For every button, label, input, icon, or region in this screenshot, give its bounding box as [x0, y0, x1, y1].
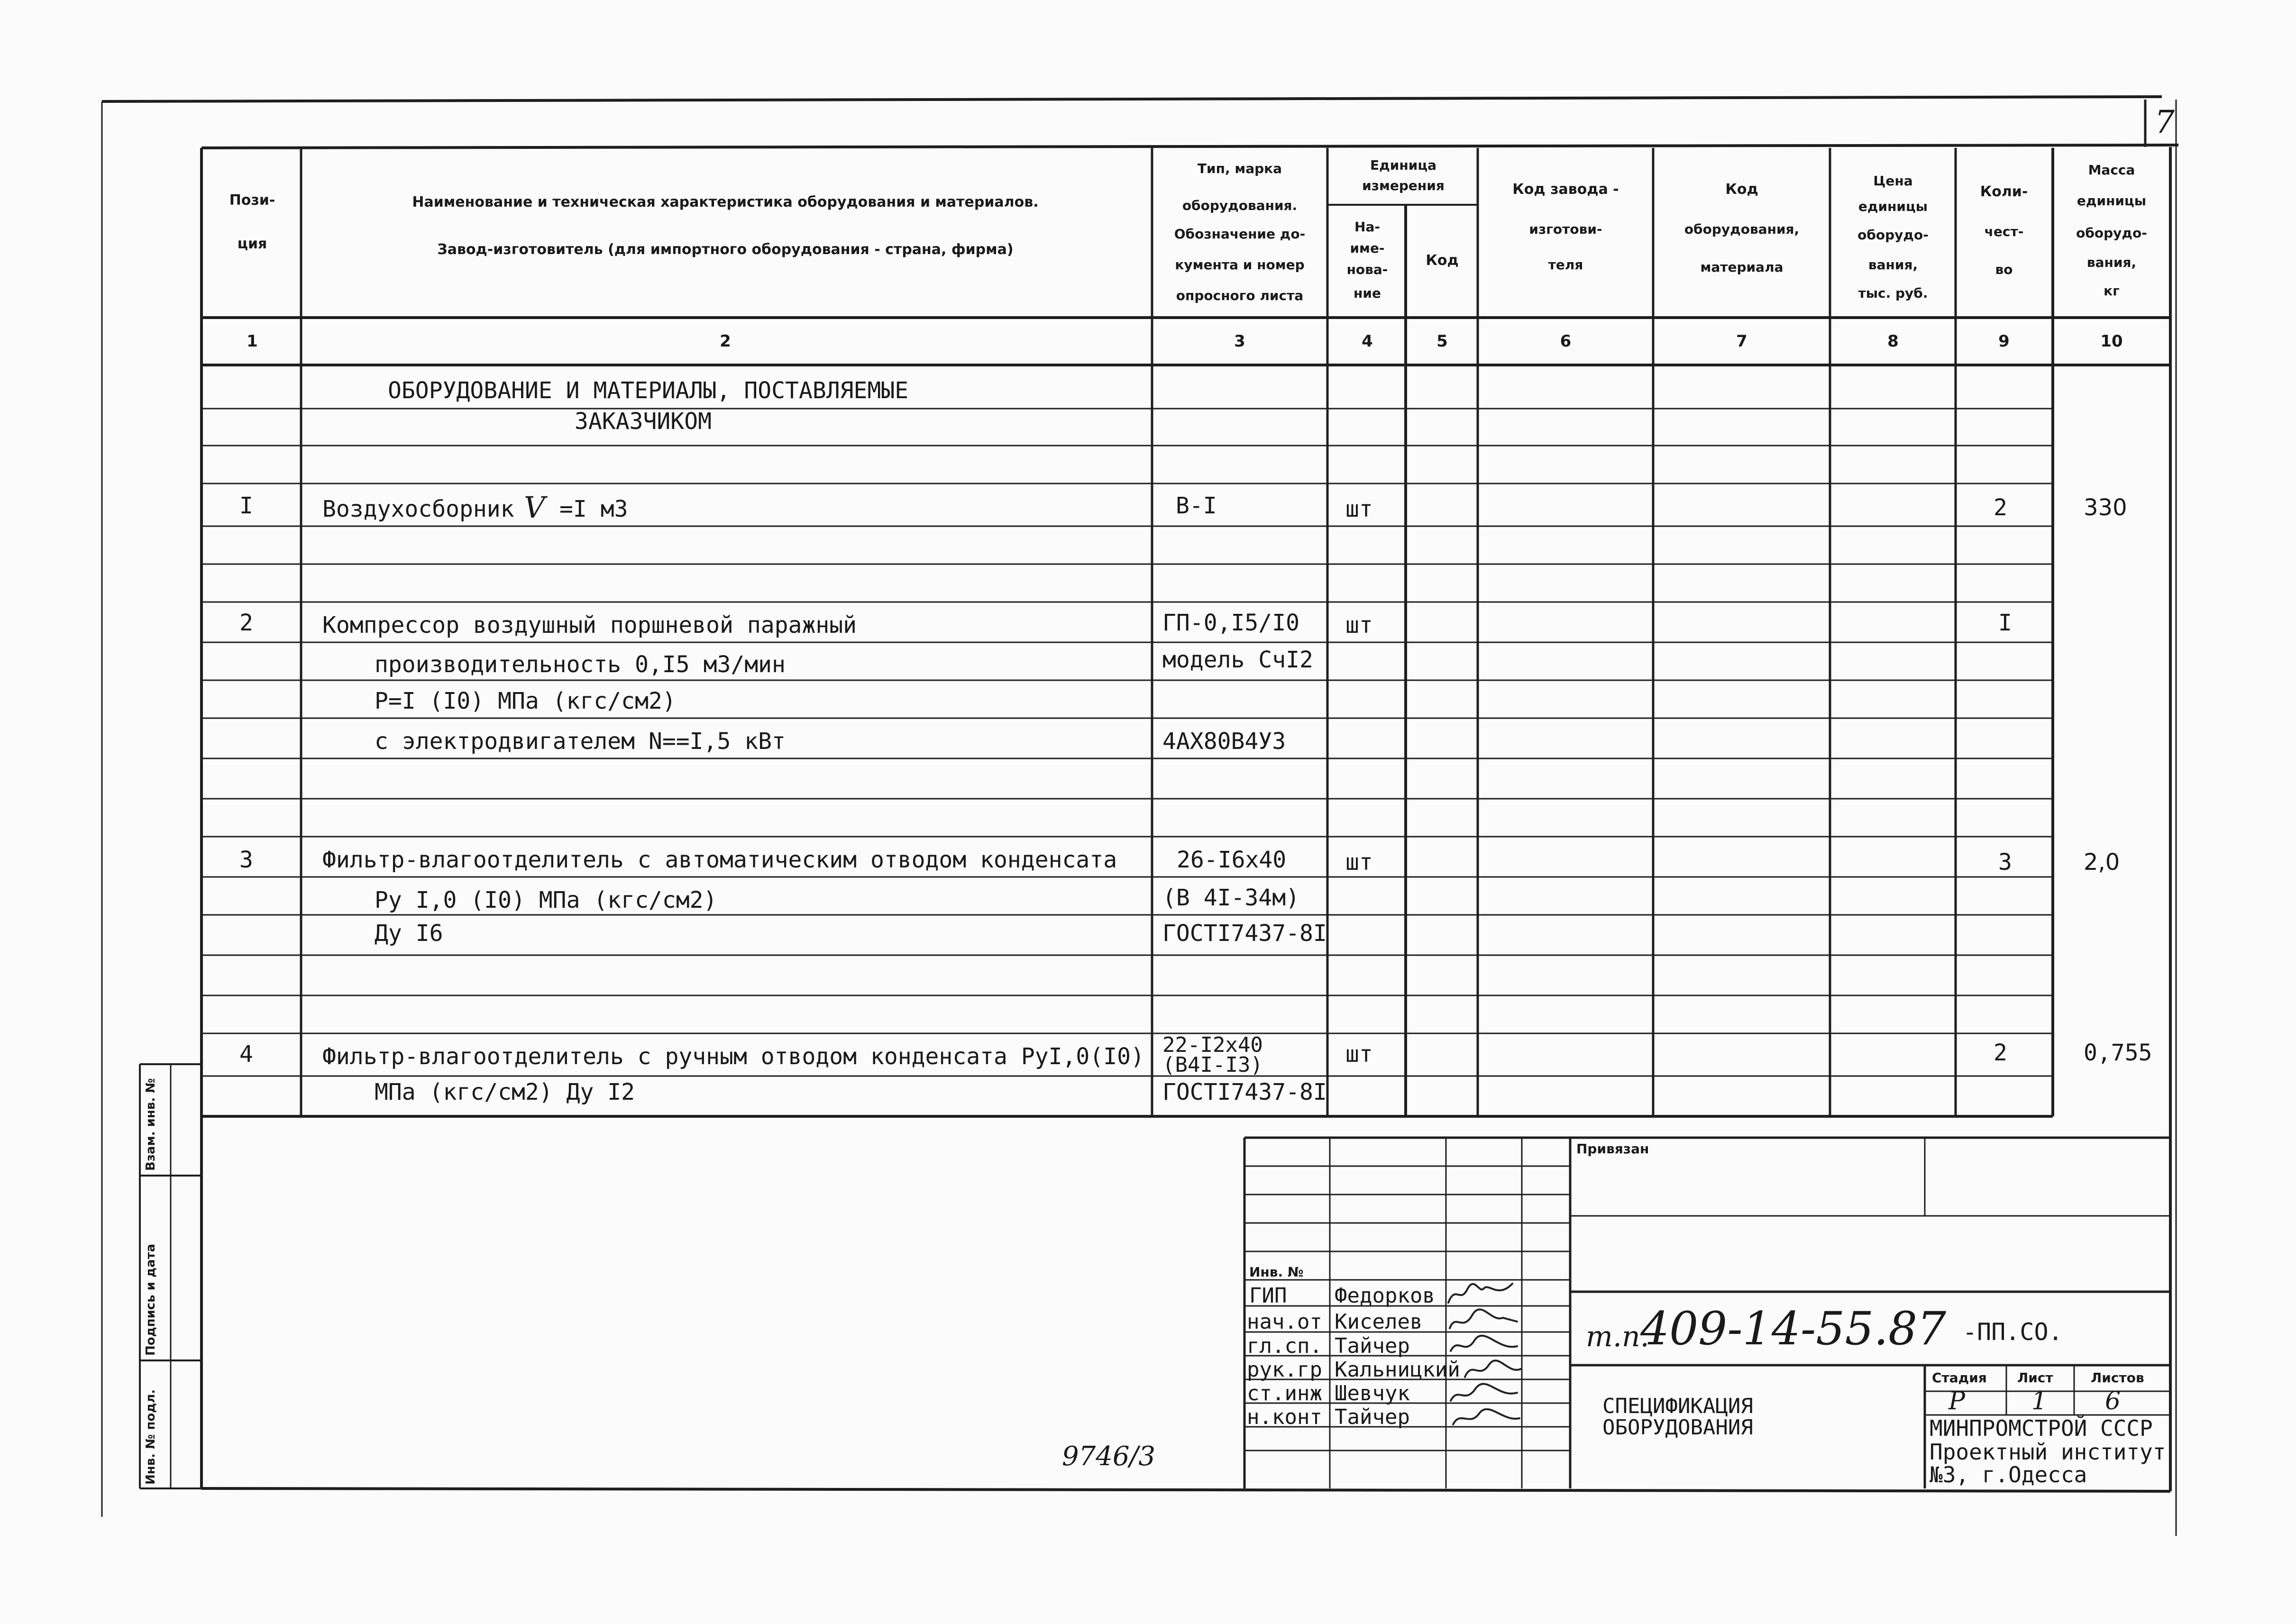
tb-inv-label: Инв. №	[1249, 1264, 1304, 1280]
header-mass-4: вания,	[2086, 255, 2137, 270]
header-qty-1: Коли-	[1980, 183, 2028, 200]
stamp-signature-date: Подпись и дата	[144, 1243, 158, 1356]
item2-capacity: производительность 0,I5 м3/мин	[375, 651, 786, 678]
header-factory-code-3: теля	[1548, 257, 1583, 273]
item2-name: Компрессор воздушный поршневой паражный	[322, 612, 857, 639]
stamp-replacement-inv: Взам. инв. №	[144, 1078, 158, 1171]
tb-privyazan: Привязан	[1576, 1141, 1649, 1157]
header-type-5: опросного листа	[1176, 288, 1304, 303]
col-number-9: 9	[1998, 332, 2010, 351]
item3-pressure: Ру I,0 (I0) МПа (кгс/см2)	[375, 887, 717, 913]
tb-org-ministry: МИНПРОМСТРОЙ СССР	[1930, 1415, 2153, 1441]
item4-position: 4	[239, 1041, 253, 1067]
tb-org-city: №3, г.Одесса	[1930, 1462, 2087, 1487]
archive-number: 9746/3	[1062, 1441, 1156, 1472]
col-number-3: 3	[1234, 332, 1245, 351]
item1-volume-symbol: V	[524, 490, 545, 525]
tb-doc-prefix: т.п.	[1586, 1320, 1649, 1353]
item3-name: Фильтр-влагоотделитель с автоматическим отводом конденсата	[322, 847, 1117, 873]
header-unit-name-4: ние	[1354, 285, 1381, 301]
header-price-3: оборудо-	[1857, 227, 1929, 243]
header-unit-group-2: измерения	[1362, 178, 1445, 193]
item1-position: I	[239, 493, 253, 519]
item1-unit: шт	[1345, 496, 1373, 522]
header-qty-3: во	[1995, 262, 2013, 277]
col-number-10: 10	[2100, 332, 2123, 351]
tb-doc-suffix: -ПП.СО.	[1963, 1318, 2063, 1346]
item1-type: В-I	[1176, 493, 1217, 519]
header-unit-code: Код	[1426, 252, 1459, 269]
item1-volume: =I м3	[559, 496, 628, 522]
tb-sheets-label: Листов	[2091, 1370, 2144, 1386]
header-name-line2: Завод-изготовитель (для импортного оборудования - страна, фирма)	[437, 241, 1014, 258]
tb-doc-title-1: СПЕЦИФИКАЦИЯ	[1602, 1394, 1753, 1418]
header-price-5: тыс. руб.	[1858, 285, 1928, 301]
header-equip-code-1: Код	[1725, 181, 1758, 198]
section-title-line2: ЗАКАЗЧИКОМ	[575, 408, 712, 435]
header-price-1: Цена	[1873, 173, 1913, 189]
item1-quantity: 2	[1994, 494, 2007, 521]
item3-standard: ГОСТI7437-8I	[1162, 920, 1327, 947]
item3-unit: шт	[1345, 849, 1373, 876]
col-number-4: 4	[1362, 332, 1373, 351]
item2-unit: шт	[1345, 612, 1373, 639]
tb-role-group-lead: рук.гр	[1247, 1358, 1322, 1382]
header-position-line2: ция	[237, 236, 267, 252]
tb-role-gip: ГИП	[1249, 1284, 1287, 1308]
header-unit-name-1: На-	[1354, 219, 1380, 235]
item3-mass: 2,0	[2084, 849, 2120, 876]
tb-stage-label: Стадия	[1932, 1370, 1987, 1386]
item2-position: 2	[239, 610, 253, 636]
item2-pressure: Р=I (I0) МПа (кгс/см2)	[375, 688, 676, 714]
item3-model: (В 4I-34м)	[1162, 885, 1299, 911]
tb-name-4: Кальницкий	[1335, 1358, 1460, 1382]
tb-org-institute: Проектный институт	[1930, 1439, 2166, 1465]
header-mass-5: кг	[2104, 283, 2120, 299]
header-mass-2: единицы	[2076, 193, 2147, 209]
header-price-2: единицы	[1858, 199, 1928, 214]
col-number-8: 8	[1887, 332, 1899, 351]
item3-diameter: Ду I6	[375, 920, 443, 947]
header-type-3: Обозначение до-	[1174, 226, 1306, 242]
item4-mass: 0,755	[2084, 1040, 2152, 1066]
col-number-1: 1	[247, 332, 258, 351]
header-mass-1: Масса	[2088, 162, 2135, 178]
tb-name-2: Киселев	[1335, 1310, 1423, 1334]
header-position-line1: Пози-	[229, 192, 275, 209]
item3-quantity: 3	[1998, 849, 2012, 876]
tb-sheet-value: 1	[2031, 1387, 2048, 1415]
header-price-4: вания,	[1868, 257, 1918, 273]
tb-role-chief-spec: гл.сп.	[1247, 1334, 1322, 1358]
stamp-original-inv: Инв. № подл.	[144, 1389, 158, 1485]
header-unit-name-3: нова-	[1346, 262, 1388, 277]
tb-sheet-label: Лист	[2017, 1370, 2053, 1386]
tb-role-senior-eng: ст.инж	[1247, 1381, 1322, 1405]
tb-name-1: Федорков	[1335, 1284, 1435, 1308]
tb-role-head-dept: нач.от	[1247, 1310, 1322, 1334]
col-number-6: 6	[1560, 332, 1572, 351]
header-equip-code-2: оборудования,	[1684, 221, 1800, 237]
section-title-line1: ОБОРУДОВАНИЕ И МАТЕРИАЛЫ, ПОСТАВЛЯЕМЫЕ	[388, 377, 909, 404]
col-number-7: 7	[1736, 332, 1747, 351]
item1-name: Воздухосборник	[322, 496, 514, 522]
header-type-4: кумента и номер	[1175, 257, 1305, 273]
col-number-5: 5	[1436, 332, 1448, 351]
signatures-drawing	[1446, 1280, 1523, 1432]
item1-mass: 330	[2084, 494, 2127, 521]
tb-doc-number: 409-14-55.87	[1640, 1302, 1947, 1355]
col-number-2: 2	[720, 332, 731, 351]
header-factory-code-1: Код завода -	[1512, 181, 1619, 198]
sheet-number: 7	[2155, 104, 2175, 140]
item4-standard: ГОСТI7437-8I	[1162, 1079, 1327, 1105]
item3-type: 26-I6х40	[1177, 847, 1287, 873]
item2-model: модель СчI2	[1162, 647, 1313, 673]
item4-type: 22-I2х40	[1162, 1033, 1263, 1057]
header-type-1: Тип, марка	[1197, 161, 1282, 176]
header-unit-name-2: име-	[1350, 240, 1385, 256]
item4-pressure-diameter: МПа (кгс/см2) Ду I2	[375, 1079, 635, 1105]
header-mass-3: оборудо-	[2076, 225, 2147, 241]
tb-name-3: Тайчер	[1335, 1334, 1410, 1358]
item2-type: ГП-0,I5/I0	[1162, 610, 1299, 636]
item4-model: (В4I-I3)	[1162, 1053, 1263, 1077]
header-name-line1: Наименование и техническая характеристика оборудования и материалов.	[412, 194, 1039, 210]
header-qty-2: чест-	[1984, 224, 2024, 239]
item2-motor-type: 4АХ80В4У3	[1162, 728, 1286, 755]
item3-position: 3	[239, 847, 253, 873]
header-type-2: оборудования.	[1182, 198, 1298, 213]
item4-quantity: 2	[1994, 1040, 2007, 1066]
tb-role-norm-control: н.конт	[1247, 1405, 1322, 1429]
item4-unit: шт	[1345, 1041, 1373, 1067]
tb-name-6: Тайчер	[1335, 1405, 1410, 1429]
item4-name: Фильтр-влагоотделитель с ручным отводом конденсата РуI,0(I0)	[322, 1043, 1144, 1070]
tb-stage-value: Р	[1948, 1387, 1965, 1415]
tb-sheets-value: 6	[2105, 1387, 2121, 1415]
item2-motor: с электродвигателем N==I,5 кВт	[375, 728, 786, 755]
tb-doc-title-2: ОБОРУДОВАНИЯ	[1602, 1415, 1753, 1440]
tb-name-5: Шевчук	[1335, 1381, 1410, 1405]
header-factory-code-2: изготови-	[1529, 221, 1602, 237]
header-unit-group-1: Единица	[1370, 157, 1436, 173]
header-equip-code-3: материала	[1700, 259, 1784, 275]
item2-quantity: I	[1998, 610, 2012, 636]
